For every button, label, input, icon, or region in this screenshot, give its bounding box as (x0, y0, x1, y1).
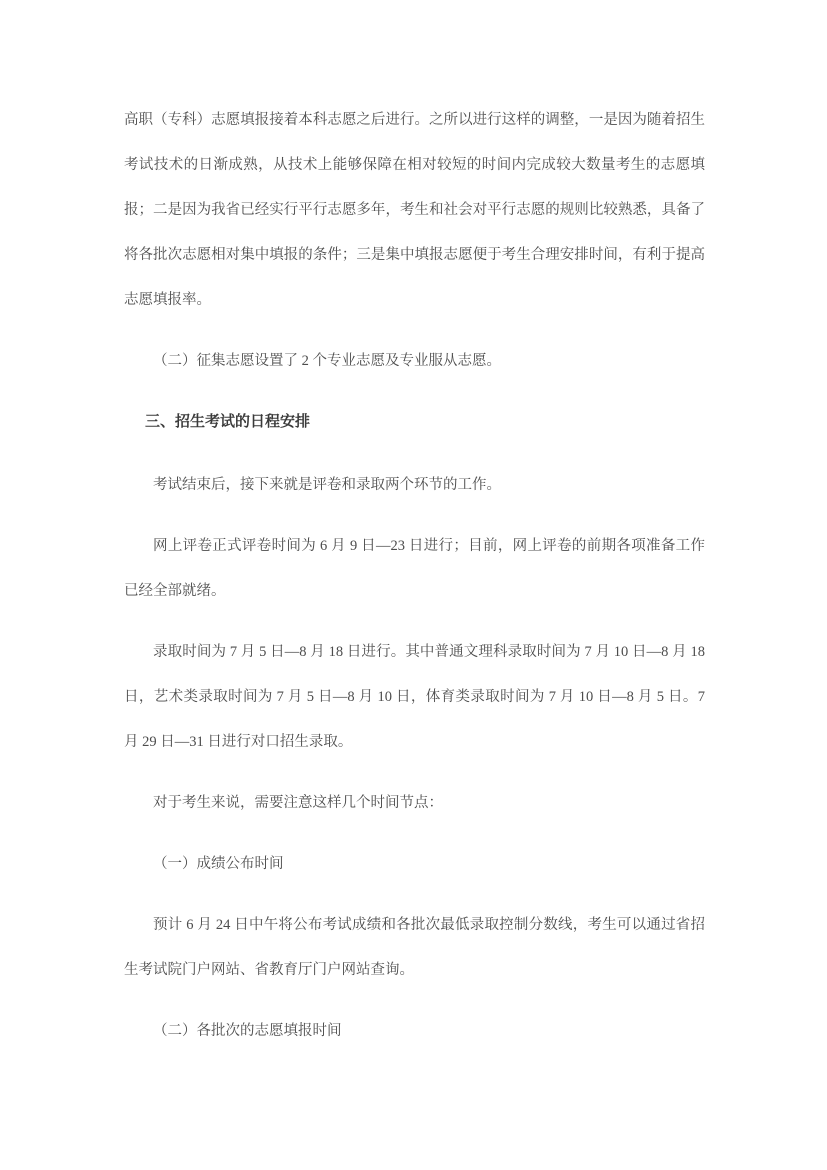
paragraph-volunteer-filling-adjustment: 高职（专科）志愿填报接着本科志愿之后进行。之所以进行这样的调整，一是因为随着招生考试技术的日渐成熟，从技术上能够保障在相对较短的时间内完成较大数量考生的志愿填报；二是因为我省已经实行平行志愿多年，考生和社会对平行志愿的规则比较熟悉，具备了将各批次志愿相对集中填报的条件；三是集中填报志愿便于考生合理安排时间，有利于提高志愿填报率。 (124, 112, 705, 308)
paragraph-online-marking-time: 网上评卷正式评卷时间为 6 月 9 日—23 日进行；目前，网上评卷的前期各项准备工作已经全部就绪。 (124, 538, 705, 599)
paragraph-score-release-subheading: （一）成绩公布时间 (153, 856, 284, 872)
paragraph-admission-time: 录取时间为 7 月 5 日—8 月 18 日进行。其中普通文理科录取时间为 7 月 10 日—8 月 18 日，艺术类录取时间为 7 月 5 日—8 月 10 日，体育类录取时间为 7 月 10 日—8 月 5 日。7 月 29 日—31 日进行对口招生录取。 (124, 644, 705, 750)
paragraph-after-exam: 考试结束后，接下来就是评卷和录取两个环节的工作。 (153, 477, 501, 493)
paragraph-collected-volunteer-setting: （二）征集志愿设置了 2 个专业志愿及专业服从志愿。 (153, 353, 501, 369)
paragraph-batch-filling-time-subheading: （二）各批次的志愿填报时间 (153, 1023, 342, 1039)
paragraph-time-nodes-intro: 对于考生来说，需要注意这样几个时间节点： (153, 795, 443, 811)
section-heading-schedule: 三、招生考试的日程安排 (145, 414, 311, 430)
paragraph-score-release-detail: 预计 6 月 24 日中午将公布考试成绩和各批次最低录取控制分数线，考生可以通过省招生考试院门户网站、省教育厅门户网站查询。 (124, 917, 705, 978)
